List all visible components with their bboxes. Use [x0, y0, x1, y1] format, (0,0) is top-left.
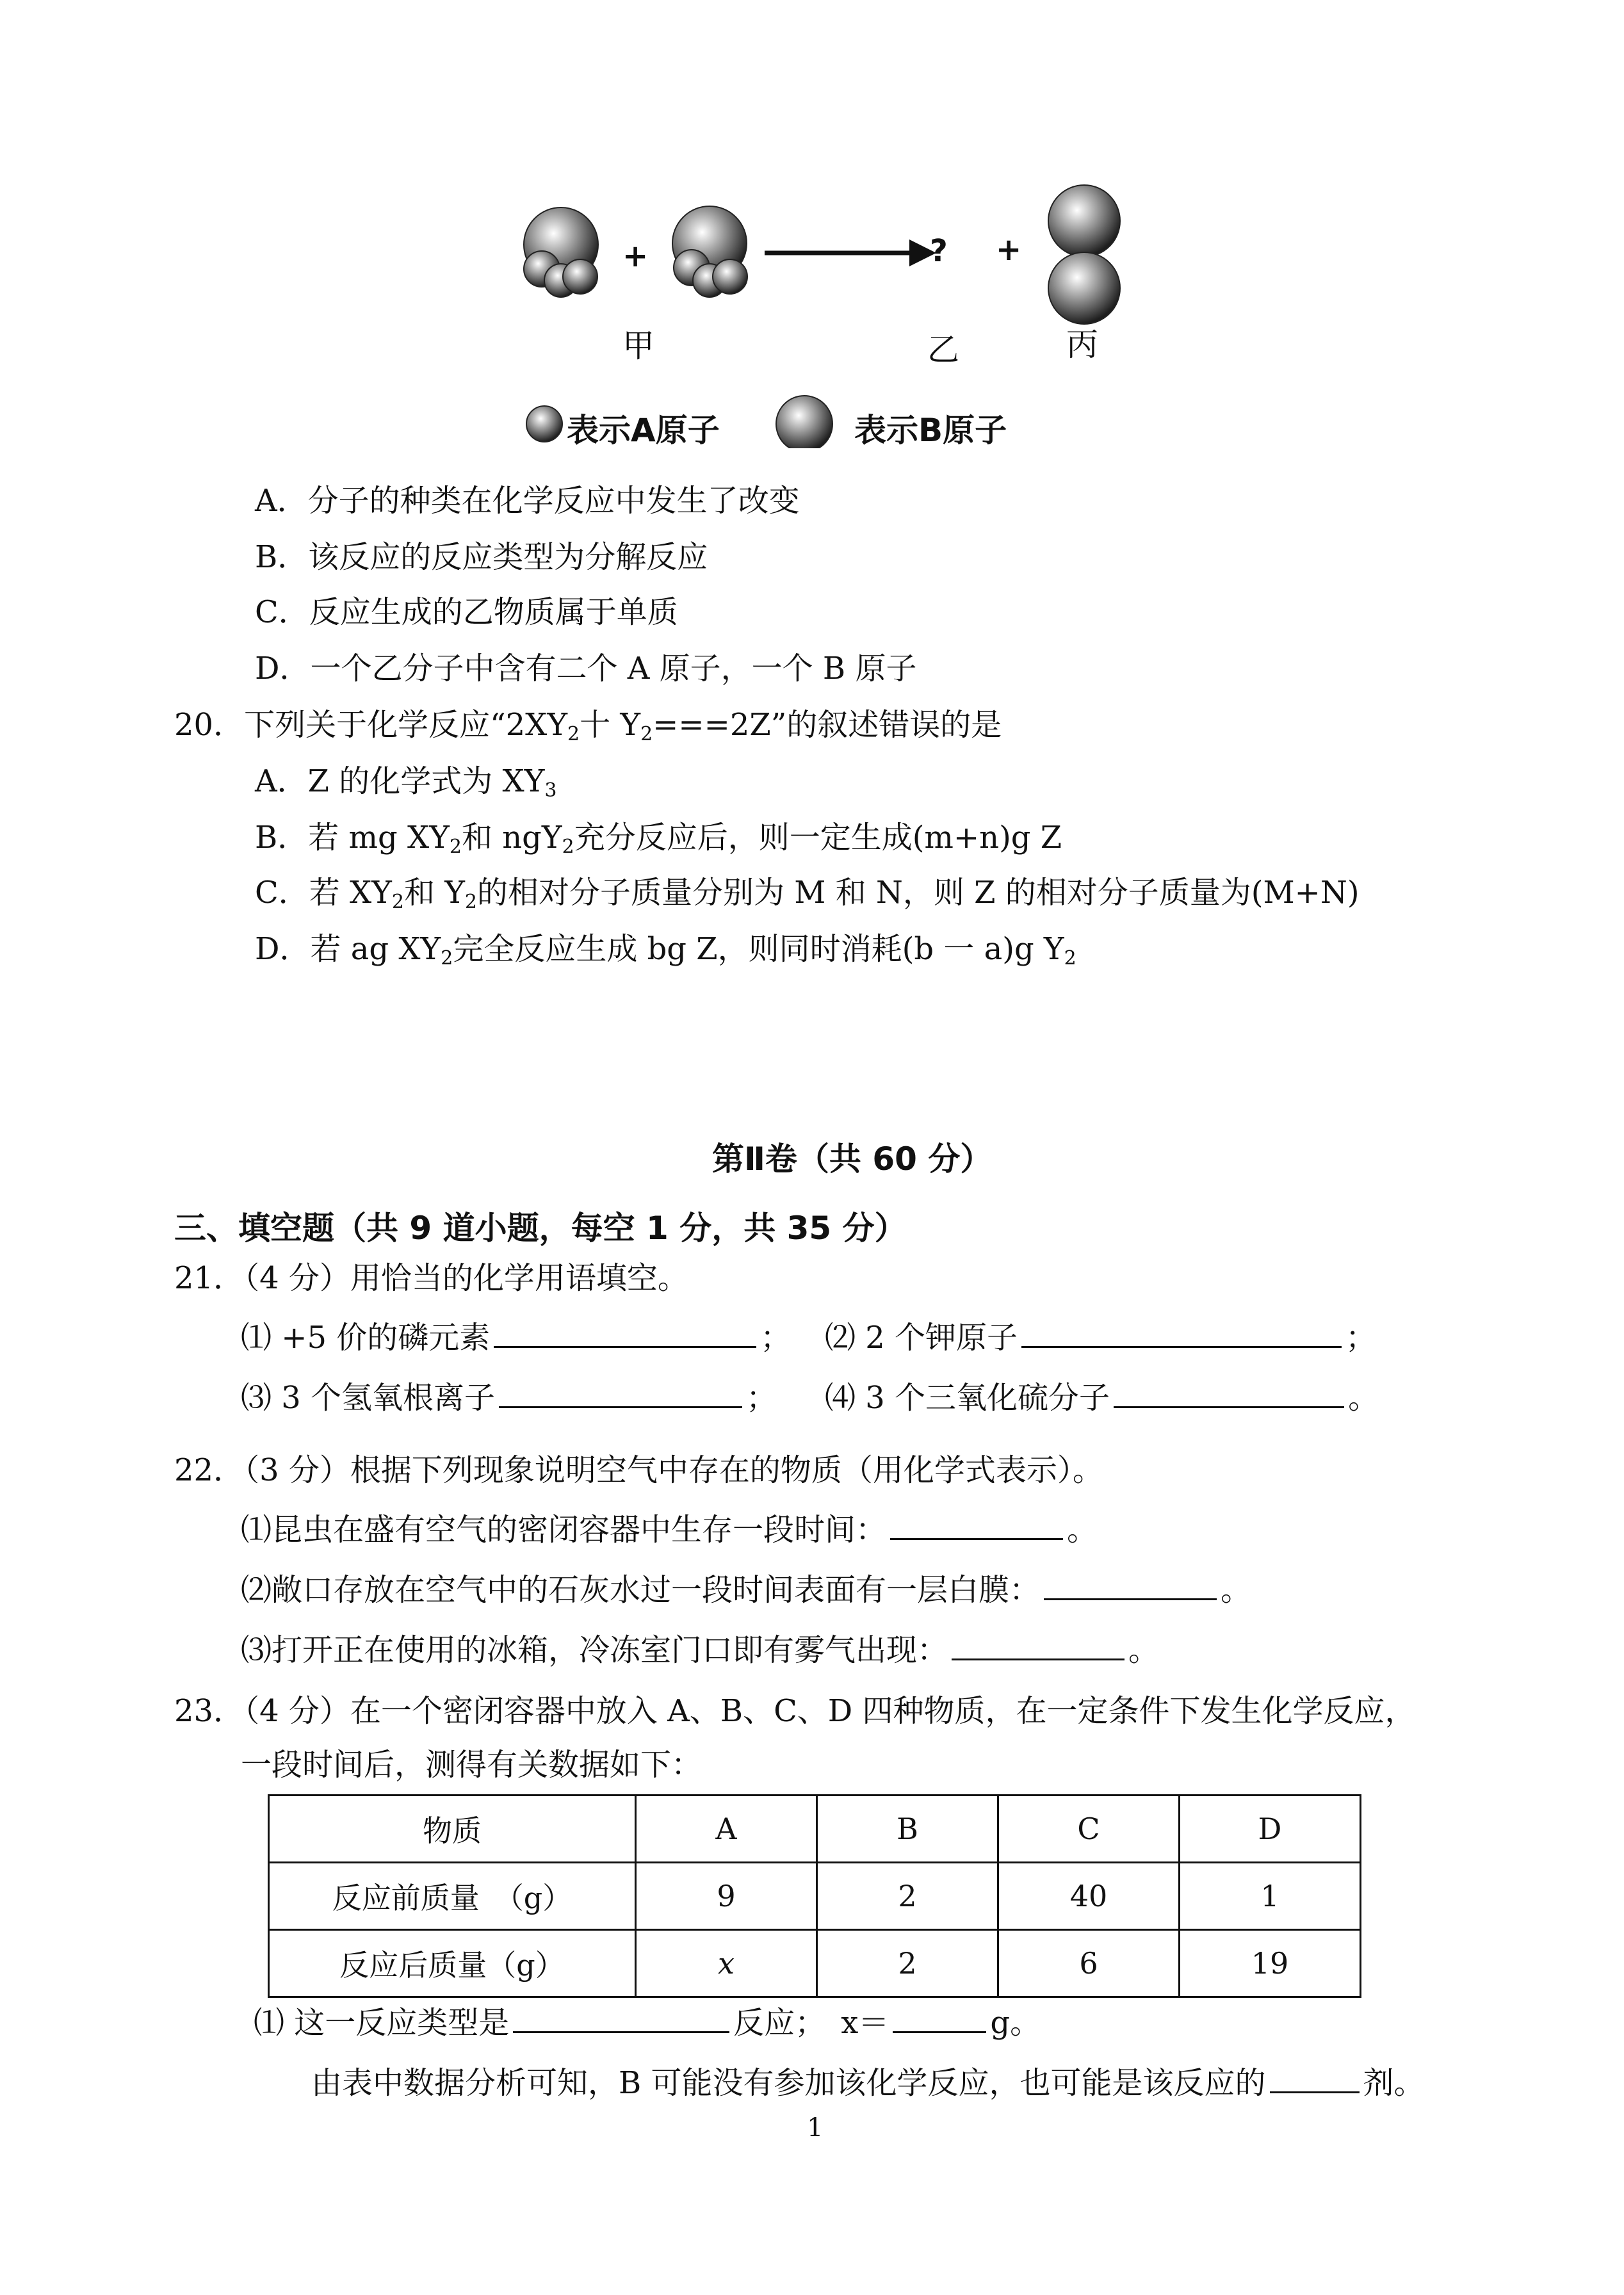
q23-blank-agent[interactable]: [1270, 2063, 1360, 2093]
q20-option-b: B．若 mg $XY_2$和 ngY$_2$充分反应后，则一定生成(m+n)g Z: [255, 820, 1062, 858]
table-cell: A: [636, 1796, 817, 1863]
q23-item-2: 由表中数据分析可知，B 可能没有参加该化学反应，也可能是该反应的 剂。: [311, 2063, 1425, 2102]
table-cell: B: [817, 1796, 998, 1863]
table-cell: D: [1180, 1796, 1361, 1863]
q22-item-2: ⑵敞口存放在空气中的石灰水过一段时间表面有一层白膜： 。: [241, 1570, 1251, 1609]
q20-option-a: A．Z 的化学式为 $XY_3$: [255, 763, 557, 802]
q19-option-c: C．反应生成的乙物质属于单质: [255, 594, 678, 630]
q19-option-d: D．一个乙分子中含有二个 A 原子，一个 B 原子: [255, 651, 917, 686]
table-row: [269, 1930, 1361, 1997]
table-cell: 2: [817, 1930, 998, 1997]
q23-data-table: [268, 1794, 1361, 1998]
q21-item-4: ⑷ 3 个三氧化硫分子 。: [825, 1378, 1379, 1417]
q22-item-1: ⑴昆虫在盛有空气的密闭容器中生存一段时间： 。: [241, 1510, 1098, 1549]
table-cell: 反应前质量 （g）: [269, 1863, 636, 1930]
section-3-heading: 三、填空题（共 9 道小题，每空 1 分，共 35 分）: [174, 1210, 907, 1247]
q23-blank-x[interactable]: [893, 2003, 986, 2033]
table-cell: 19: [1180, 1930, 1361, 1997]
q22-item-3: ⑶打开正在使用的冰箱，冷冻室门口即有雾气出现： 。: [241, 1630, 1159, 1669]
table-cell: 6: [998, 1930, 1180, 1997]
q20-option-c: C．若 $XY_2$和 $Y_2$的相对分子质量分别为 M 和 N，则 Z 的相对分子质量为(M+N): [255, 875, 1360, 913]
molecule-bing: [1048, 185, 1120, 324]
legend-b-atom: [776, 396, 832, 448]
molecule-jia-2: [672, 206, 747, 297]
label-yi: 乙: [927, 331, 959, 368]
q20-option-d: D．若 ag $XY_2$完全反应生成 bg Z，则同时消耗(b 一 a)g $Y_2$: [255, 931, 1076, 969]
table-cell: 物质: [269, 1796, 636, 1863]
table-cell: 9: [636, 1863, 817, 1930]
legend-a-label: 表示A原子: [567, 412, 720, 449]
diagram-plus-1: +: [622, 238, 649, 274]
q22-blank-2[interactable]: [1044, 1570, 1217, 1600]
table-cell: 反应后质量（g）: [269, 1930, 636, 1997]
q23-blank-type[interactable]: [513, 2003, 729, 2033]
table-cell: 2: [817, 1863, 998, 1930]
table-cell: 1: [1180, 1863, 1361, 1930]
legend-a-atom: [526, 406, 562, 442]
q19-option-b: B．该反应的反应类型为分解反应: [255, 539, 708, 575]
q23-item-1: ⑴ 这一反应类型是 反应； x＝ g。: [254, 2003, 1041, 2042]
q20-stem: 20．下列关于化学反应“$2XY_2$十 $Y_2===2Z$”的叙述错误的是: [174, 707, 1002, 745]
q21-blank-1[interactable]: [494, 1318, 756, 1348]
q21-blank-4[interactable]: [1114, 1378, 1344, 1408]
q21-item-2: ⑵ 2 个钾原子 ；: [825, 1318, 1376, 1357]
q19-option-a: A．分子的种类在化学反应中发生了改变: [255, 483, 800, 519]
q21-item-3: ⑶ 3 个氢氧根离子 ；: [241, 1378, 777, 1417]
legend-b-label: 表示B原子: [854, 412, 1007, 449]
q22-stem: 22．（3 分）根据下列现象说明空气中存在的物质（用化学式表示）。: [174, 1452, 1103, 1488]
diagram-product-unknown: ?: [930, 233, 948, 269]
table-cell: 40: [998, 1863, 1180, 1930]
page-number: 1: [807, 2113, 824, 2143]
q22-blank-1[interactable]: [890, 1510, 1063, 1540]
q21-stem: 21．（4 分）用恰当的化学用语填空。: [174, 1260, 688, 1296]
label-bing: 丙: [1066, 326, 1098, 363]
label-jia: 甲: [622, 327, 654, 364]
table-row: [269, 1863, 1361, 1930]
table-row: [269, 1796, 1361, 1863]
q22-blank-3[interactable]: [952, 1630, 1125, 1660]
q23-stem-line-1: 23．（4 分）在一个密闭容器中放入 A、B、C、D 四种物质，在一定条件下发生化学反应，: [174, 1693, 1416, 1729]
table-cell: C: [998, 1796, 1180, 1863]
q21-item-1: ⑴ +5 价的磷元素 ；: [241, 1318, 791, 1357]
diagram-plus-2: +: [996, 232, 1022, 268]
q21-blank-3[interactable]: [499, 1378, 742, 1408]
q21-blank-2[interactable]: [1021, 1318, 1342, 1348]
molecule-jia-1: [524, 207, 598, 297]
q23-stem-line-2: 一段时间后，测得有关数据如下：: [241, 1747, 702, 1783]
table-cell: x: [636, 1930, 817, 1997]
section-2-title: 第Ⅱ卷（共 60 分）: [712, 1140, 993, 1178]
